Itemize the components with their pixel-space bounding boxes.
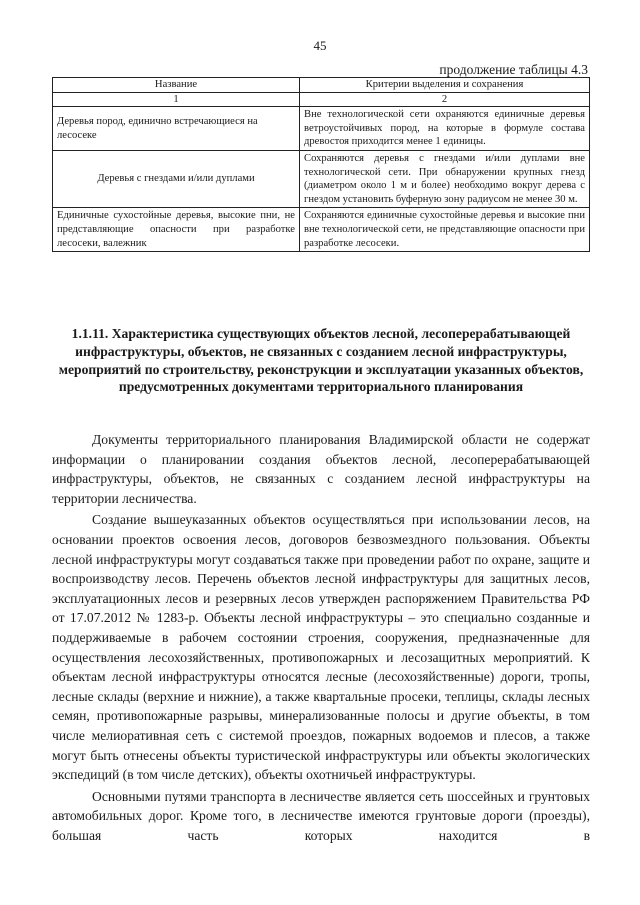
row-3-criteria: Сохраняются единичные сухостойные деревья и высокие пни вне технологической сети, не представляющие опасности при разработке лесосеки. [300, 208, 590, 252]
table-row [53, 107, 590, 151]
body-text [52, 430, 590, 845]
column-number-2: 2 [300, 92, 590, 107]
row-1-name: Деревья пород, единично встречающиеся на лесосеке [53, 107, 300, 151]
column-header-criteria: Критерии выделения и сохранения [300, 78, 590, 93]
paragraph-3: Основными путями транспорта в лесничестве является сеть шоссейных и грунтовых автомобильных дорог. Кроме того, в лесничестве имеются грунтовые дороги (проезды), большая часть которых находится в [52, 788, 590, 843]
paragraph-1: Документы территориального планирования Владимирской области не содержат информации о планировании создания объектов лесной, лесоперерабатывающей инфраструктуры, объектов, не связанных с созданием лесной инфраструктуры на территории лесничества. [52, 432, 590, 506]
table-continuation-caption: продолжение таблицы 4.3 [439, 62, 588, 77]
criteria-table [52, 77, 590, 252]
paragraph-2: Создание вышеуказанных объектов осуществляться при использовании лесов, на основании проектов освоения лесов, договоров безвозмездного пользования. Объекты лесной инфраструктуры могут создаваться также при проведении работ по охране, защите и воспроизводству лесов. Перечень объектов лесной инфраструктуры для защитных лесов, эксплуатационных лесов и резервных лесов утвержден распоряжением Правительства РФ от 17.07.2012 № 1283-р. Объекты лесной инфраструктуры – это специально созданные и поддерживаемые в рабочем состоянии строения, сооружения, предназначенные для осуществления лесохозяйственных, противопожарных и лесозащитных мероприятий. К объектам лесной инфраструктуры относятся лесные (лесохозяйственные) дороги, тропы, лесные склады (верхние и нижние), а также квартальные просеки, теплицы, склады лесных семян, противопожарные разрывы, минерализованные полосы и другие объекты, в том числе мелиоративная сеть с системой проездов, пожарных водоемов и плесов, а также могут быть отнесены объекты туристической инфраструктуры или объекты экологических экспедиций (в том числе детских), объекты охотничьей инфраструктуры. [52, 512, 590, 783]
table-row [53, 150, 590, 207]
table-header-row [53, 78, 590, 93]
column-header-name: Название [53, 78, 300, 93]
row-2-criteria: Сохраняются деревья с гнездами и/или дуплами вне технологической сети. При обнаружении крупных гнезд (диаметром около 1 м и более) необходимо вокруг дерева с гнездом установить буферную зону радиусом не менее 30 м. [300, 150, 590, 207]
row-2-name: Деревья с гнездами и/или дуплами [53, 150, 300, 207]
table-row [53, 208, 590, 252]
page-number: 45 [313, 38, 327, 53]
row-3-name: Единичные сухостойные деревья, высокие пни, не представляющие опасности при разработке лесосеки, валежник [53, 208, 300, 252]
column-number-1: 1 [53, 92, 300, 107]
section-heading: 1.1.11. Характеристика существующих объектов лесной, лесоперерабатывающей инфраструктуры, объектов, не связанных с созданием лесной инфраструктуры, мероприятий по строительству, реконструкции и эксплуатации указанных объектов, предусмотренных документами территориального планирования [58, 326, 584, 395]
table-number-row [53, 92, 590, 107]
row-1-criteria: Вне технологической сети охраняются единичные деревья ветроустойчивых пород, на которые в формуле состава древостоя приходится менее 1 единицы. [300, 107, 590, 151]
